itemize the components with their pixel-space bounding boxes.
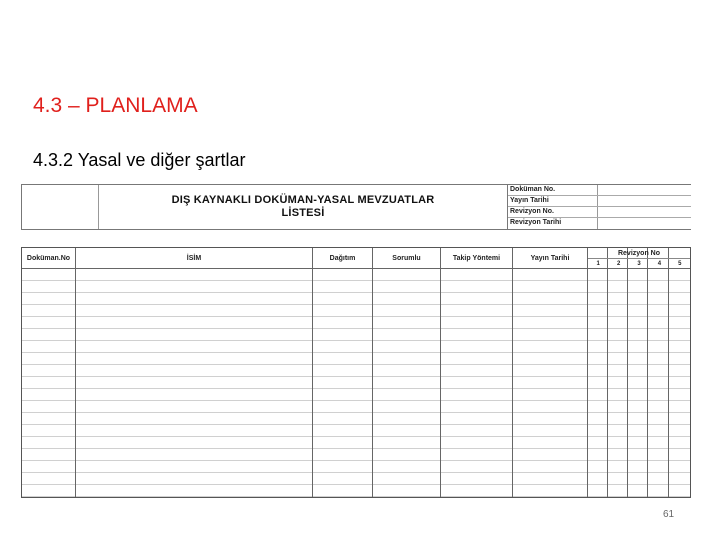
- column-distribution: [313, 248, 373, 497]
- slide-subtitle: 4.3.2 Yasal ve diğer şartlar: [33, 150, 246, 170]
- form-title-line2: LİSTESİ: [281, 207, 325, 219]
- column-rows: [76, 269, 312, 497]
- meta-label: Yayın Tarihi: [508, 196, 598, 206]
- page-number: 61: [663, 509, 675, 520]
- meta-label: Doküman No.: [508, 185, 598, 195]
- column-rows: [313, 269, 372, 497]
- revision-header-title: Revizyon No: [588, 248, 690, 259]
- column-rows: [588, 269, 607, 497]
- meta-label: Revizyon No.: [508, 207, 598, 217]
- meta-value: [598, 218, 691, 229]
- column-rows: [628, 269, 647, 497]
- document-meta-table: [508, 185, 691, 229]
- meta-label: Revizyon Tarihi: [508, 218, 598, 229]
- revision-number: 4: [657, 261, 662, 267]
- form-header: [21, 184, 691, 230]
- column-header: Sorumlu: [373, 248, 440, 269]
- meta-row-document-no: [508, 185, 691, 196]
- revision-number: 3: [637, 261, 641, 267]
- form-title: [99, 185, 508, 229]
- column-revision-5: [669, 248, 690, 497]
- document-list-table: [21, 247, 691, 498]
- column-header: Dağıtım: [313, 248, 372, 269]
- revision-number: 2: [616, 261, 621, 267]
- column-rows: [22, 269, 75, 497]
- column-document-no: [22, 248, 76, 497]
- column-revision-4: [648, 248, 669, 497]
- column-rows: [513, 269, 587, 497]
- column-tracking-method: [441, 248, 513, 497]
- revision-header-group: [588, 248, 690, 269]
- column-publish-date: [513, 248, 588, 497]
- column-responsible: [373, 248, 441, 497]
- column-rows: [608, 269, 627, 497]
- column-rows: [373, 269, 440, 497]
- column-revision-1: [588, 248, 608, 497]
- meta-row-revision-no: [508, 207, 691, 218]
- column-revision-3: [628, 248, 648, 497]
- column-rows: [648, 269, 668, 497]
- column-name: [76, 248, 313, 497]
- meta-value: [598, 196, 691, 206]
- meta-value: [598, 207, 691, 217]
- revision-number: 1: [596, 261, 600, 267]
- column-header: Yayın Tarihi: [513, 248, 587, 269]
- meta-value: [598, 185, 691, 195]
- column-rows: [669, 269, 690, 497]
- meta-row-revision-date: [508, 218, 691, 229]
- column-header: İSİM: [76, 248, 312, 269]
- form-title-line1: DIŞ KAYNAKLI DOKÜMAN-YASAL MEVZUATLAR: [171, 194, 435, 206]
- slide-title: 4.3 – PLANLAMA: [33, 94, 198, 117]
- column-revision-2: [608, 248, 628, 497]
- column-header: Takip Yöntemi: [441, 248, 512, 269]
- column-header: Doküman.No: [22, 248, 75, 269]
- meta-row-publish-date: [508, 196, 691, 207]
- column-rows: [441, 269, 512, 497]
- logo-placeholder: [22, 185, 99, 229]
- revision-number: 5: [678, 261, 682, 267]
